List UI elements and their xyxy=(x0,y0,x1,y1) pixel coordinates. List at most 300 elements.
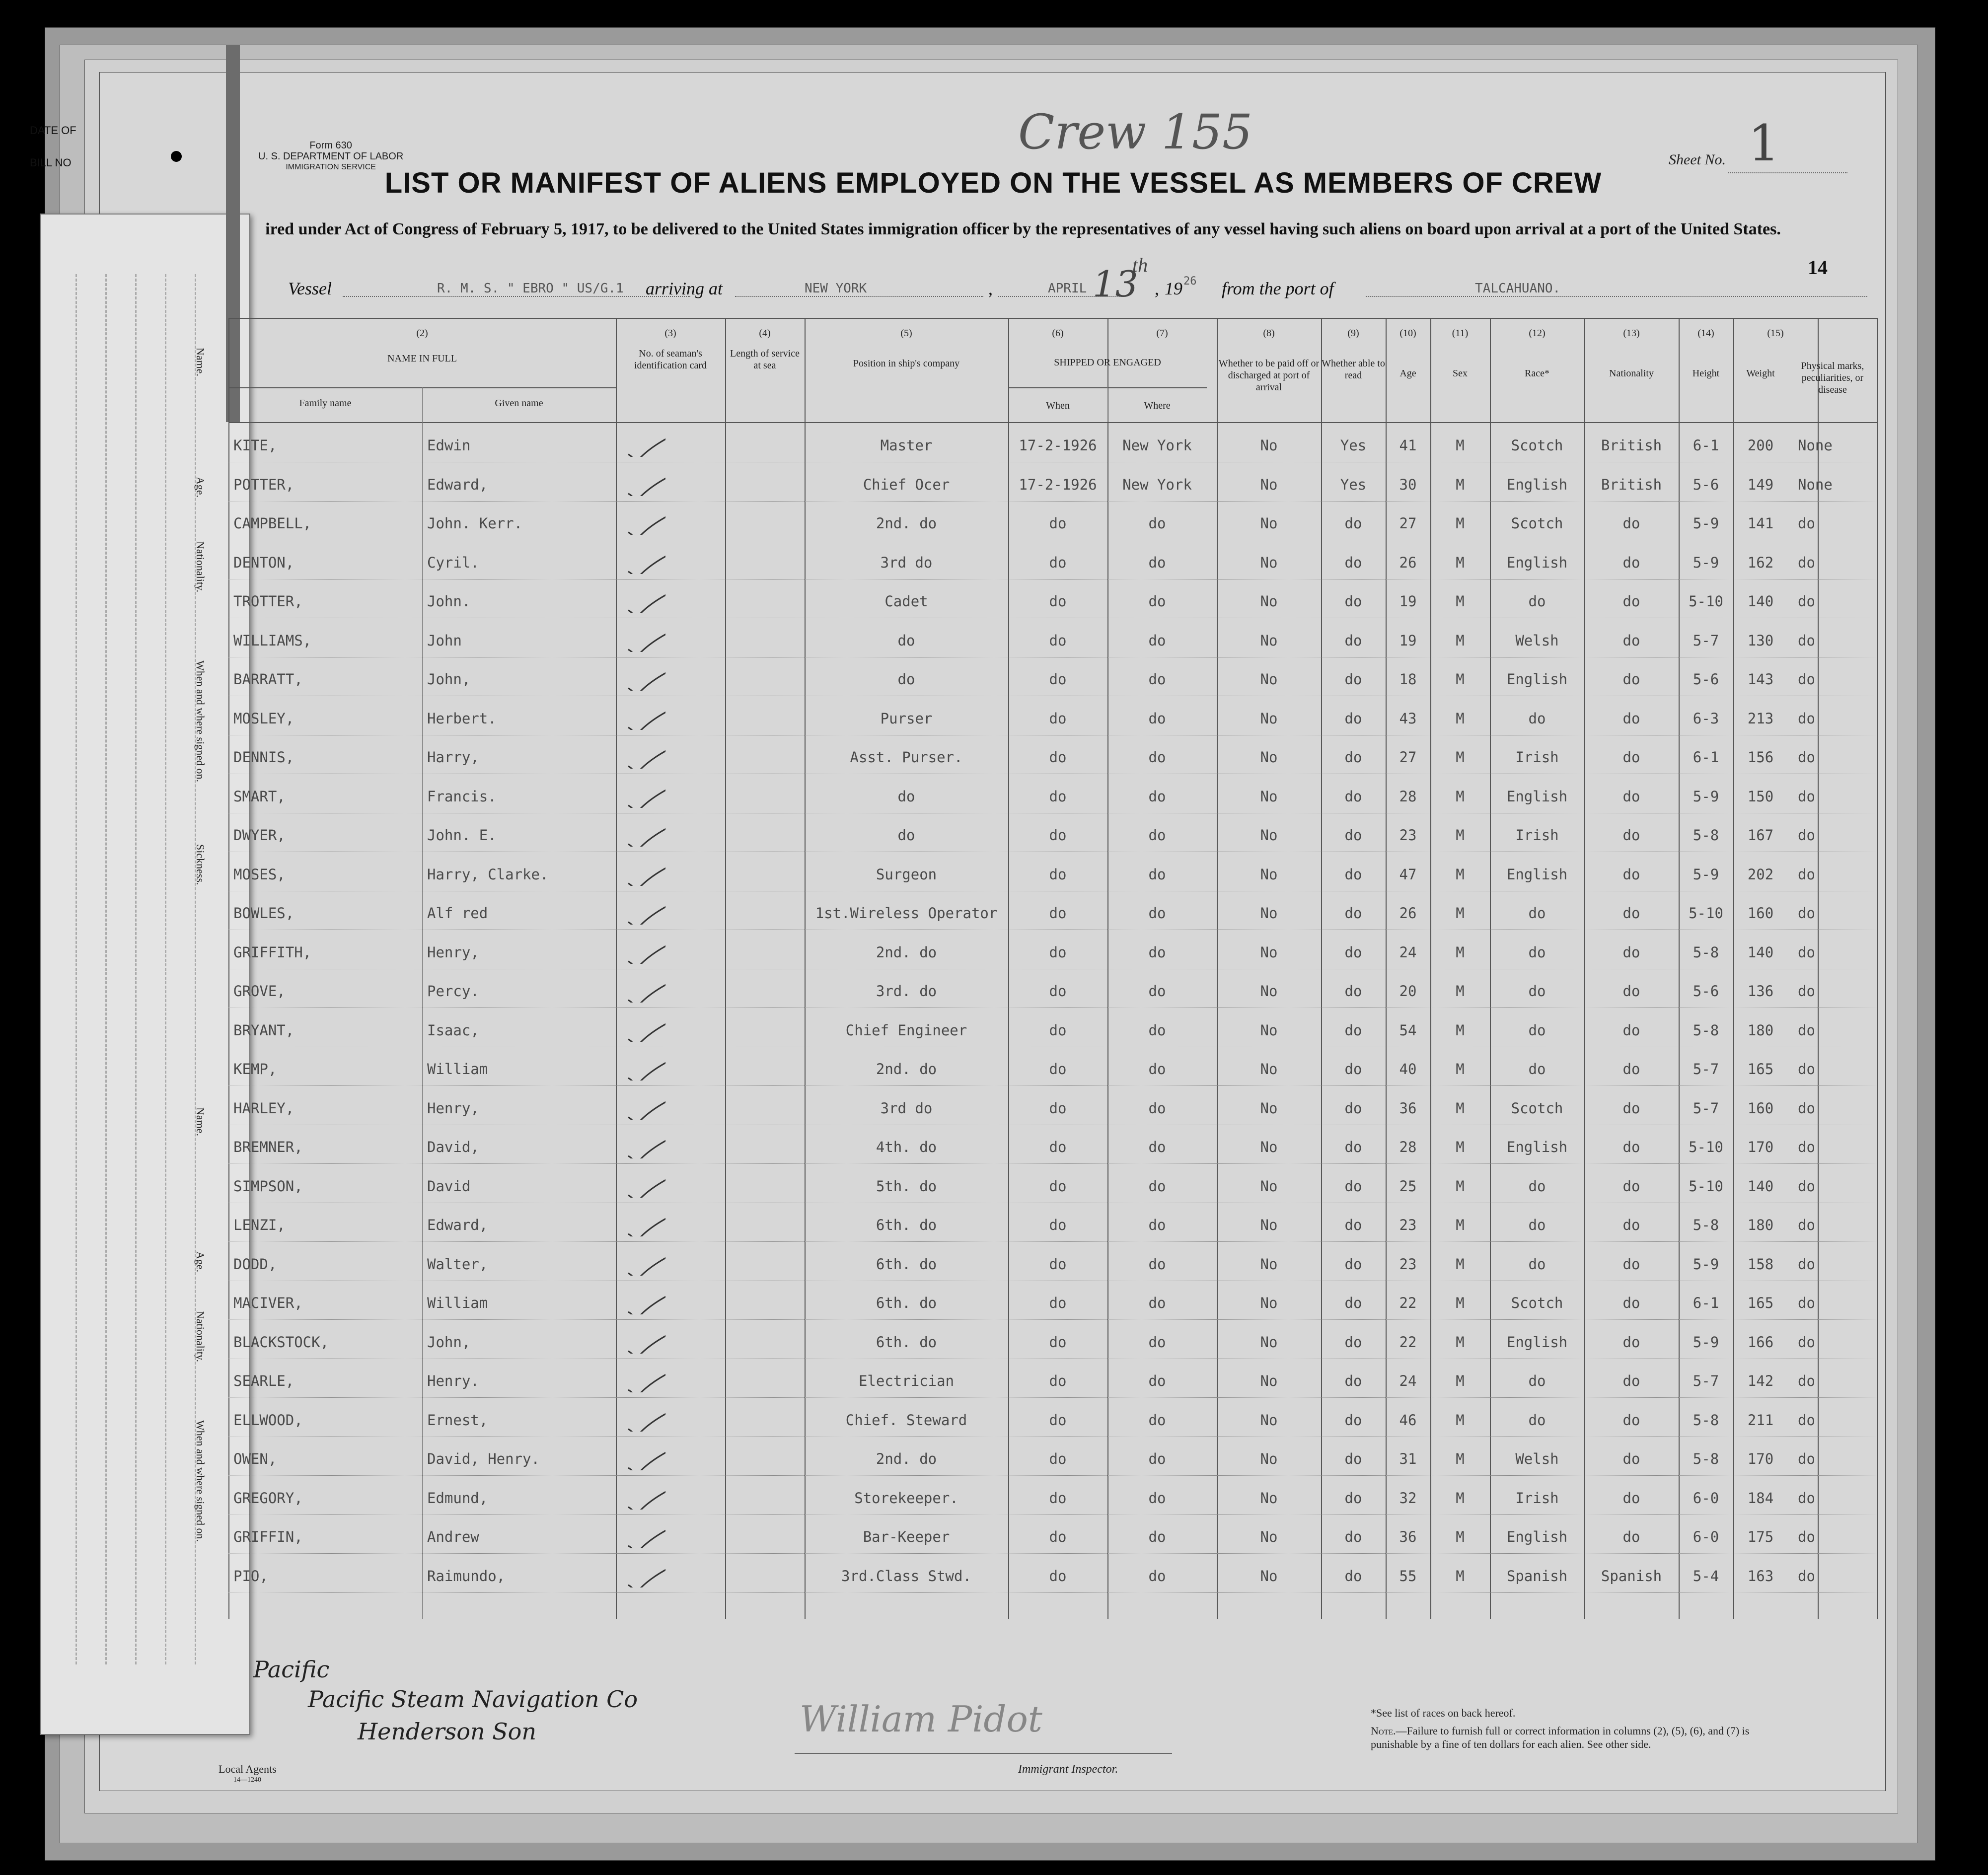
cell-position: do xyxy=(897,827,915,844)
cell-paid: No xyxy=(1260,1217,1278,1233)
cell-family: GREGORY, xyxy=(233,1489,303,1507)
arrival-day: 13 xyxy=(1093,263,1138,305)
cell-family: POTTER, xyxy=(233,476,295,493)
cell-height: 5-8 xyxy=(1693,1450,1719,1467)
cell-position: Purser xyxy=(880,710,933,727)
cell-read: do xyxy=(1344,865,1362,883)
cell-sex: M xyxy=(1456,1450,1465,1467)
cell-family: SMART, xyxy=(233,788,286,805)
from-label: from the port of xyxy=(1222,279,1334,298)
cell-where: do xyxy=(1148,865,1166,883)
cell-paid: No xyxy=(1260,437,1278,454)
cell-weight: 140 xyxy=(1747,1177,1774,1195)
punch-hole xyxy=(171,151,182,162)
cell-family: DWYER, xyxy=(233,827,286,844)
cell-where: do xyxy=(1148,905,1166,922)
cell-paid: No xyxy=(1260,788,1278,805)
cell-age: 26 xyxy=(1399,554,1417,571)
cell-family: CAMPBELL, xyxy=(233,515,312,532)
cell-sex: M xyxy=(1456,1021,1465,1039)
table-row xyxy=(228,744,1877,783)
cell-family: KITE, xyxy=(233,437,277,454)
cell-weight: 180 xyxy=(1747,1021,1774,1039)
cell-age: 27 xyxy=(1399,749,1417,766)
header-nationality: Nationality xyxy=(1609,368,1654,379)
cell-read: do xyxy=(1344,1099,1362,1117)
cell-height: 5-9 xyxy=(1693,1255,1719,1273)
cell-height: 5-8 xyxy=(1693,1411,1719,1429)
local-agents-label xyxy=(219,1764,277,1786)
cell-height: 5-6 xyxy=(1693,671,1719,688)
check-mark-icon xyxy=(626,1518,665,1548)
cell-race: do xyxy=(1528,1021,1546,1039)
cell-family: MOSES, xyxy=(233,865,286,883)
cell-nationality: do xyxy=(1622,983,1640,1000)
check-mark-icon xyxy=(626,1246,665,1276)
cell-marks: do xyxy=(1798,1295,1815,1311)
cell-position: 4th. do xyxy=(876,1139,937,1155)
cell-given: John, xyxy=(427,671,471,688)
company-handwriting-3: Henderson Son xyxy=(358,1718,537,1745)
cell-nationality: do xyxy=(1622,515,1640,532)
arrival-month: APRIL xyxy=(998,281,1122,297)
side-label-sickness: Sickness. xyxy=(194,844,207,885)
cell-when: do xyxy=(1049,1333,1067,1351)
cell-marks: do xyxy=(1798,515,1815,532)
cell-given: Henry, xyxy=(427,943,479,961)
cell-race: Scotch xyxy=(1511,437,1563,454)
cell-when: do xyxy=(1049,905,1067,922)
cell-age: 24 xyxy=(1399,1372,1417,1389)
cell-paid: No xyxy=(1260,1567,1278,1585)
cell-read: do xyxy=(1344,1021,1362,1039)
side-label-nationality: Nationality. xyxy=(194,541,207,593)
column-number: (7) xyxy=(1156,328,1168,339)
cell-when: do xyxy=(1049,827,1067,844)
cell-weight: 170 xyxy=(1747,1139,1774,1155)
cell-paid: No xyxy=(1260,943,1278,961)
cell-height: 5-10 xyxy=(1689,593,1723,610)
cell-when: do xyxy=(1049,593,1067,610)
cell-sex: M xyxy=(1456,1177,1465,1195)
cell-race: Scotch xyxy=(1511,515,1563,532)
cell-marks: do xyxy=(1798,1255,1815,1273)
cell-where: do xyxy=(1148,1295,1166,1311)
cell-height: 6-1 xyxy=(1693,749,1719,766)
cell-height: 5-6 xyxy=(1693,476,1719,493)
check-mark-icon xyxy=(626,739,665,769)
cell-marks: do xyxy=(1798,749,1815,766)
cell-when: do xyxy=(1049,1177,1067,1195)
cell-paid: No xyxy=(1260,1411,1278,1429)
cell-where: do xyxy=(1148,1372,1166,1389)
check-mark-icon xyxy=(626,934,665,964)
cell-age: 18 xyxy=(1399,671,1417,688)
cell-marks: do xyxy=(1798,1139,1815,1155)
vessel-name: R. M. S. " EBRO " US/G.1 xyxy=(343,281,690,297)
cell-race: Welsh xyxy=(1515,1450,1559,1467)
cell-age: 19 xyxy=(1399,632,1417,649)
cell-marks: None xyxy=(1798,437,1833,454)
cell-position: 3rd do xyxy=(880,554,933,571)
crew-annotation: Crew 155 xyxy=(1018,104,1253,160)
cell-marks: do xyxy=(1798,1411,1815,1429)
cell-family: PIO, xyxy=(233,1567,268,1585)
cell-given: John. Kerr. xyxy=(427,515,523,532)
cell-when: do xyxy=(1049,788,1067,805)
cell-sex: M xyxy=(1456,983,1465,1000)
cell-age: 54 xyxy=(1399,1021,1417,1039)
table-row xyxy=(228,822,1877,861)
cell-marks: do xyxy=(1798,710,1815,727)
cell-height: 5-4 xyxy=(1693,1567,1719,1585)
column-number: (13) xyxy=(1623,328,1640,339)
header-sex: Sex xyxy=(1453,368,1468,379)
cell-weight: 166 xyxy=(1747,1333,1774,1351)
cell-position: 1st.Wireless Operator xyxy=(815,905,998,922)
cell-sex: M xyxy=(1456,515,1465,532)
check-mark-icon xyxy=(626,973,665,1003)
cell-race: do xyxy=(1528,593,1546,610)
cell-age: 23 xyxy=(1399,1255,1417,1273)
cell-race: do xyxy=(1528,1177,1546,1195)
check-mark-icon xyxy=(626,1285,665,1314)
table-row xyxy=(228,471,1877,510)
check-mark-icon xyxy=(626,1363,665,1392)
header-physical: Physical marks, peculiarities, or disease xyxy=(1801,361,1864,395)
cell-weight: 158 xyxy=(1747,1255,1774,1273)
cell-position: do xyxy=(897,788,915,805)
cell-read: do xyxy=(1344,554,1362,571)
cell-age: 55 xyxy=(1399,1567,1417,1585)
cell-family: OWEN, xyxy=(233,1450,277,1467)
cell-nationality: Spanish xyxy=(1601,1567,1662,1585)
cell-position: Electrician xyxy=(858,1372,955,1389)
cell-height: 5-7 xyxy=(1693,1372,1719,1389)
cell-age: 25 xyxy=(1399,1177,1417,1195)
cell-where: do xyxy=(1148,515,1166,532)
table-row xyxy=(228,978,1877,1017)
check-mark-icon xyxy=(626,856,665,886)
cell-paid: No xyxy=(1260,1295,1278,1311)
cell-age: 46 xyxy=(1399,1411,1417,1429)
cell-weight: 156 xyxy=(1747,749,1774,766)
check-mark-icon xyxy=(626,1207,665,1236)
column-number: (15) xyxy=(1767,328,1784,339)
check-mark-icon xyxy=(626,1558,665,1587)
cell-given: Edward, xyxy=(427,1217,488,1233)
cell-sex: M xyxy=(1456,1567,1465,1585)
cell-race: Spanish xyxy=(1506,1567,1568,1585)
cell-given: Harry, xyxy=(427,749,479,766)
cell-position: do xyxy=(897,632,915,649)
check-mark-icon xyxy=(626,1441,665,1470)
check-mark-icon xyxy=(626,583,665,613)
cell-family: SEARLE, xyxy=(233,1372,295,1389)
cell-weight: 150 xyxy=(1747,788,1774,805)
check-mark-icon xyxy=(626,1051,665,1081)
cell-read: do xyxy=(1344,710,1362,727)
cell-nationality: do xyxy=(1622,1061,1640,1078)
cell-given: John, xyxy=(427,1333,471,1351)
check-mark-icon xyxy=(626,544,665,574)
cell-read: do xyxy=(1344,1528,1362,1545)
cell-given: John. xyxy=(427,593,471,610)
cell-when: do xyxy=(1049,749,1067,766)
cell-where: do xyxy=(1148,1450,1166,1467)
form-number: Form 630 xyxy=(309,140,352,151)
cell-nationality: do xyxy=(1622,1177,1640,1195)
cell-where: do xyxy=(1148,827,1166,844)
cell-position: 2nd. do xyxy=(876,515,937,532)
cell-when: do xyxy=(1049,1217,1067,1233)
form-code: 14—1240 xyxy=(233,1776,261,1784)
cell-weight: 140 xyxy=(1747,943,1774,961)
cell-position: 6th. do xyxy=(876,1217,937,1233)
arrival-day-suffix: th xyxy=(1132,254,1148,276)
cell-family: DENTON, xyxy=(233,554,295,571)
cell-sex: M xyxy=(1456,554,1465,571)
inspector-signature: William Pidot xyxy=(800,1698,1042,1740)
cell-when: do xyxy=(1049,865,1067,883)
cell-given: David, xyxy=(427,1139,479,1155)
cell-family: DENNIS, xyxy=(233,749,295,766)
table-row xyxy=(228,1368,1877,1407)
check-mark-icon xyxy=(626,661,665,691)
races-note: *See list of races on back hereof. xyxy=(1371,1707,1516,1719)
cell-marks: do xyxy=(1798,943,1815,961)
cell-paid: No xyxy=(1260,1139,1278,1155)
header-paid-off: Whether to be paid off or discharged at port of arrival xyxy=(1218,358,1320,393)
cell-sex: M xyxy=(1456,905,1465,922)
cell-race: Welsh xyxy=(1515,632,1559,649)
date-of-label: DATE OF xyxy=(30,124,76,137)
local-agents-text: Local Agents xyxy=(219,1763,277,1775)
cell-marks: None xyxy=(1798,476,1833,493)
cell-when: do xyxy=(1049,1061,1067,1078)
cell-family: BOWLES, xyxy=(233,905,295,922)
cell-age: 26 xyxy=(1399,905,1417,922)
cell-nationality: do xyxy=(1622,1450,1640,1467)
cell-paid: No xyxy=(1260,827,1278,844)
cell-race: English xyxy=(1506,865,1568,883)
cell-family: BARRATT, xyxy=(233,671,303,688)
cell-nationality: do xyxy=(1622,1217,1640,1233)
cell-sex: M xyxy=(1456,1217,1465,1233)
cell-when: do xyxy=(1049,1255,1067,1273)
cell-nationality: do xyxy=(1622,1372,1640,1389)
cell-height: 6-1 xyxy=(1693,437,1719,454)
departure-port: TALCAHUANO. xyxy=(1366,281,1867,297)
cell-age: 19 xyxy=(1399,593,1417,610)
cell-weight: 165 xyxy=(1747,1295,1774,1311)
cell-height: 6-1 xyxy=(1693,1295,1719,1311)
side-label-age: Age. xyxy=(194,477,207,498)
cell-position: 2nd. do xyxy=(876,1061,937,1078)
folded-slip xyxy=(40,214,250,1735)
cell-family: MACIVER, xyxy=(233,1295,303,1311)
cell-position: Chief Engineer xyxy=(845,1021,967,1039)
cell-sex: M xyxy=(1456,1489,1465,1507)
cell-position: 3rd.Class Stwd. xyxy=(841,1567,971,1585)
cell-age: 24 xyxy=(1399,943,1417,961)
cell-race: do xyxy=(1528,943,1546,961)
cell-marks: do xyxy=(1798,827,1815,844)
check-mark-icon xyxy=(626,895,665,925)
cell-height: 5-7 xyxy=(1693,1061,1719,1078)
cell-marks: do xyxy=(1798,1177,1815,1195)
cell-given: John. E. xyxy=(427,827,497,844)
cell-weight: 211 xyxy=(1747,1411,1774,1429)
cell-when: do xyxy=(1049,1450,1067,1467)
cell-given: David, Henry. xyxy=(427,1450,540,1467)
cell-race: English xyxy=(1506,788,1568,805)
bill-no-label: BILL NO xyxy=(30,156,72,169)
cell-given: William xyxy=(427,1061,488,1078)
cell-sex: M xyxy=(1456,710,1465,727)
cell-nationality: do xyxy=(1622,1295,1640,1311)
cell-given: Henry. xyxy=(427,1372,479,1389)
cell-height: 5-9 xyxy=(1693,554,1719,571)
cell-age: 23 xyxy=(1399,1217,1417,1233)
inspector-line xyxy=(795,1753,1172,1754)
cell-nationality: British xyxy=(1601,476,1662,493)
cell-height: 5-7 xyxy=(1693,632,1719,649)
cell-age: 36 xyxy=(1399,1528,1417,1545)
cell-marks: do xyxy=(1798,1061,1815,1078)
cell-read: do xyxy=(1344,1139,1362,1155)
cell-marks: do xyxy=(1798,632,1815,649)
cell-weight: 141 xyxy=(1747,515,1774,532)
cell-height: 5-10 xyxy=(1689,1139,1723,1155)
cell-age: 28 xyxy=(1399,1139,1417,1155)
check-mark-icon xyxy=(626,817,665,847)
cell-nationality: do xyxy=(1622,788,1640,805)
cell-marks: do xyxy=(1798,1567,1815,1585)
cell-weight: 167 xyxy=(1747,827,1774,844)
cell-family: ELLWOOD, xyxy=(233,1411,303,1429)
header-weight: Weight xyxy=(1746,368,1775,379)
cell-where: do xyxy=(1148,749,1166,766)
cell-nationality: do xyxy=(1622,671,1640,688)
cell-marks: do xyxy=(1798,554,1815,571)
cell-position: 2nd. do xyxy=(876,943,937,961)
table-row xyxy=(228,1212,1877,1251)
side-label-signed-on: When and where signed on. xyxy=(194,660,207,782)
cell-age: 31 xyxy=(1399,1450,1417,1467)
side-label-age-2: Age. xyxy=(194,1251,207,1273)
cell-read: do xyxy=(1344,1177,1362,1195)
cell-race: English xyxy=(1506,1139,1568,1155)
table-row xyxy=(228,1445,1877,1485)
check-mark-icon xyxy=(626,1168,665,1198)
check-mark-icon xyxy=(626,778,665,808)
cell-marks: do xyxy=(1798,1217,1815,1233)
cell-where: do xyxy=(1148,1061,1166,1078)
cell-family: KEMP, xyxy=(233,1061,277,1078)
cell-family: GROVE, xyxy=(233,983,286,1000)
cell-sex: M xyxy=(1456,1295,1465,1311)
header-when: When xyxy=(1046,400,1070,411)
cell-given: Edmund, xyxy=(427,1489,488,1507)
cell-sex: M xyxy=(1456,476,1465,493)
cell-marks: do xyxy=(1798,983,1815,1000)
cell-nationality: do xyxy=(1622,1021,1640,1039)
cell-when: 17-2-1926 xyxy=(1019,476,1097,493)
cell-race: Irish xyxy=(1515,827,1559,844)
cell-paid: No xyxy=(1260,865,1278,883)
cell-nationality: do xyxy=(1622,710,1640,727)
cell-given: Herbert. xyxy=(427,710,497,727)
sheet-label: Sheet No. xyxy=(1669,151,1726,168)
cell-sex: M xyxy=(1456,827,1465,844)
cell-when: do xyxy=(1049,1411,1067,1429)
cell-marks: do xyxy=(1798,1333,1815,1351)
table-row xyxy=(228,1173,1877,1212)
cell-age: 20 xyxy=(1399,983,1417,1000)
cell-weight: 165 xyxy=(1747,1061,1774,1078)
cell-when: do xyxy=(1049,1021,1067,1039)
cell-read: do xyxy=(1344,593,1362,610)
cell-sex: M xyxy=(1456,1139,1465,1155)
cell-race: do xyxy=(1528,1217,1546,1233)
check-mark-icon xyxy=(626,1129,665,1158)
cell-marks: do xyxy=(1798,1021,1815,1039)
year-value: 26 xyxy=(1183,275,1197,288)
column-number: (4) xyxy=(759,328,771,339)
cell-nationality: do xyxy=(1622,905,1640,922)
table-row xyxy=(228,861,1877,900)
note-text: —Failure to furnish full or correct information in columns (2), (5), (6), and (7) is punishable by a fine of ten dollars for each alien. See other side. xyxy=(1371,1725,1750,1750)
cell-when: do xyxy=(1049,1528,1067,1545)
cell-race: Irish xyxy=(1515,749,1559,766)
cell-sex: M xyxy=(1456,1372,1465,1389)
cell-age: 32 xyxy=(1399,1489,1417,1507)
cell-paid: No xyxy=(1260,632,1278,649)
table-row xyxy=(228,627,1877,666)
cell-marks: do xyxy=(1798,905,1815,922)
cell-height: 5-10 xyxy=(1689,1177,1723,1195)
service: IMMIGRATION SERVICE xyxy=(286,163,376,171)
page-count: 14 xyxy=(1808,256,1828,279)
table-row xyxy=(228,1290,1877,1329)
cell-position: 6th. do xyxy=(876,1295,937,1311)
cell-race: English xyxy=(1506,1333,1568,1351)
cell-given: David xyxy=(427,1177,471,1195)
cell-sex: M xyxy=(1456,1411,1465,1429)
cell-sex: M xyxy=(1456,1099,1465,1117)
cell-given: Ernest, xyxy=(427,1411,488,1429)
penalty-note xyxy=(1371,1724,1798,1751)
cell-paid: No xyxy=(1260,593,1278,610)
cell-given: Cyril. xyxy=(427,554,479,571)
cell-marks: do xyxy=(1798,865,1815,883)
header-height: Height xyxy=(1692,368,1720,379)
cell-paid: No xyxy=(1260,1450,1278,1467)
cell-sex: M xyxy=(1456,749,1465,766)
table-row xyxy=(228,1056,1877,1095)
cell-paid: No xyxy=(1260,749,1278,766)
header-given-name: Given name xyxy=(495,398,543,409)
cell-race: Scotch xyxy=(1511,1099,1563,1117)
cell-race: Irish xyxy=(1515,1489,1559,1507)
cell-marks: do xyxy=(1798,1450,1815,1467)
column-number: (2) xyxy=(416,328,428,339)
table-row xyxy=(228,510,1877,549)
header-shipped: SHIPPED OR ENGAGED xyxy=(1054,357,1161,368)
cell-nationality: do xyxy=(1622,1139,1640,1155)
cell-where: do xyxy=(1148,1217,1166,1233)
